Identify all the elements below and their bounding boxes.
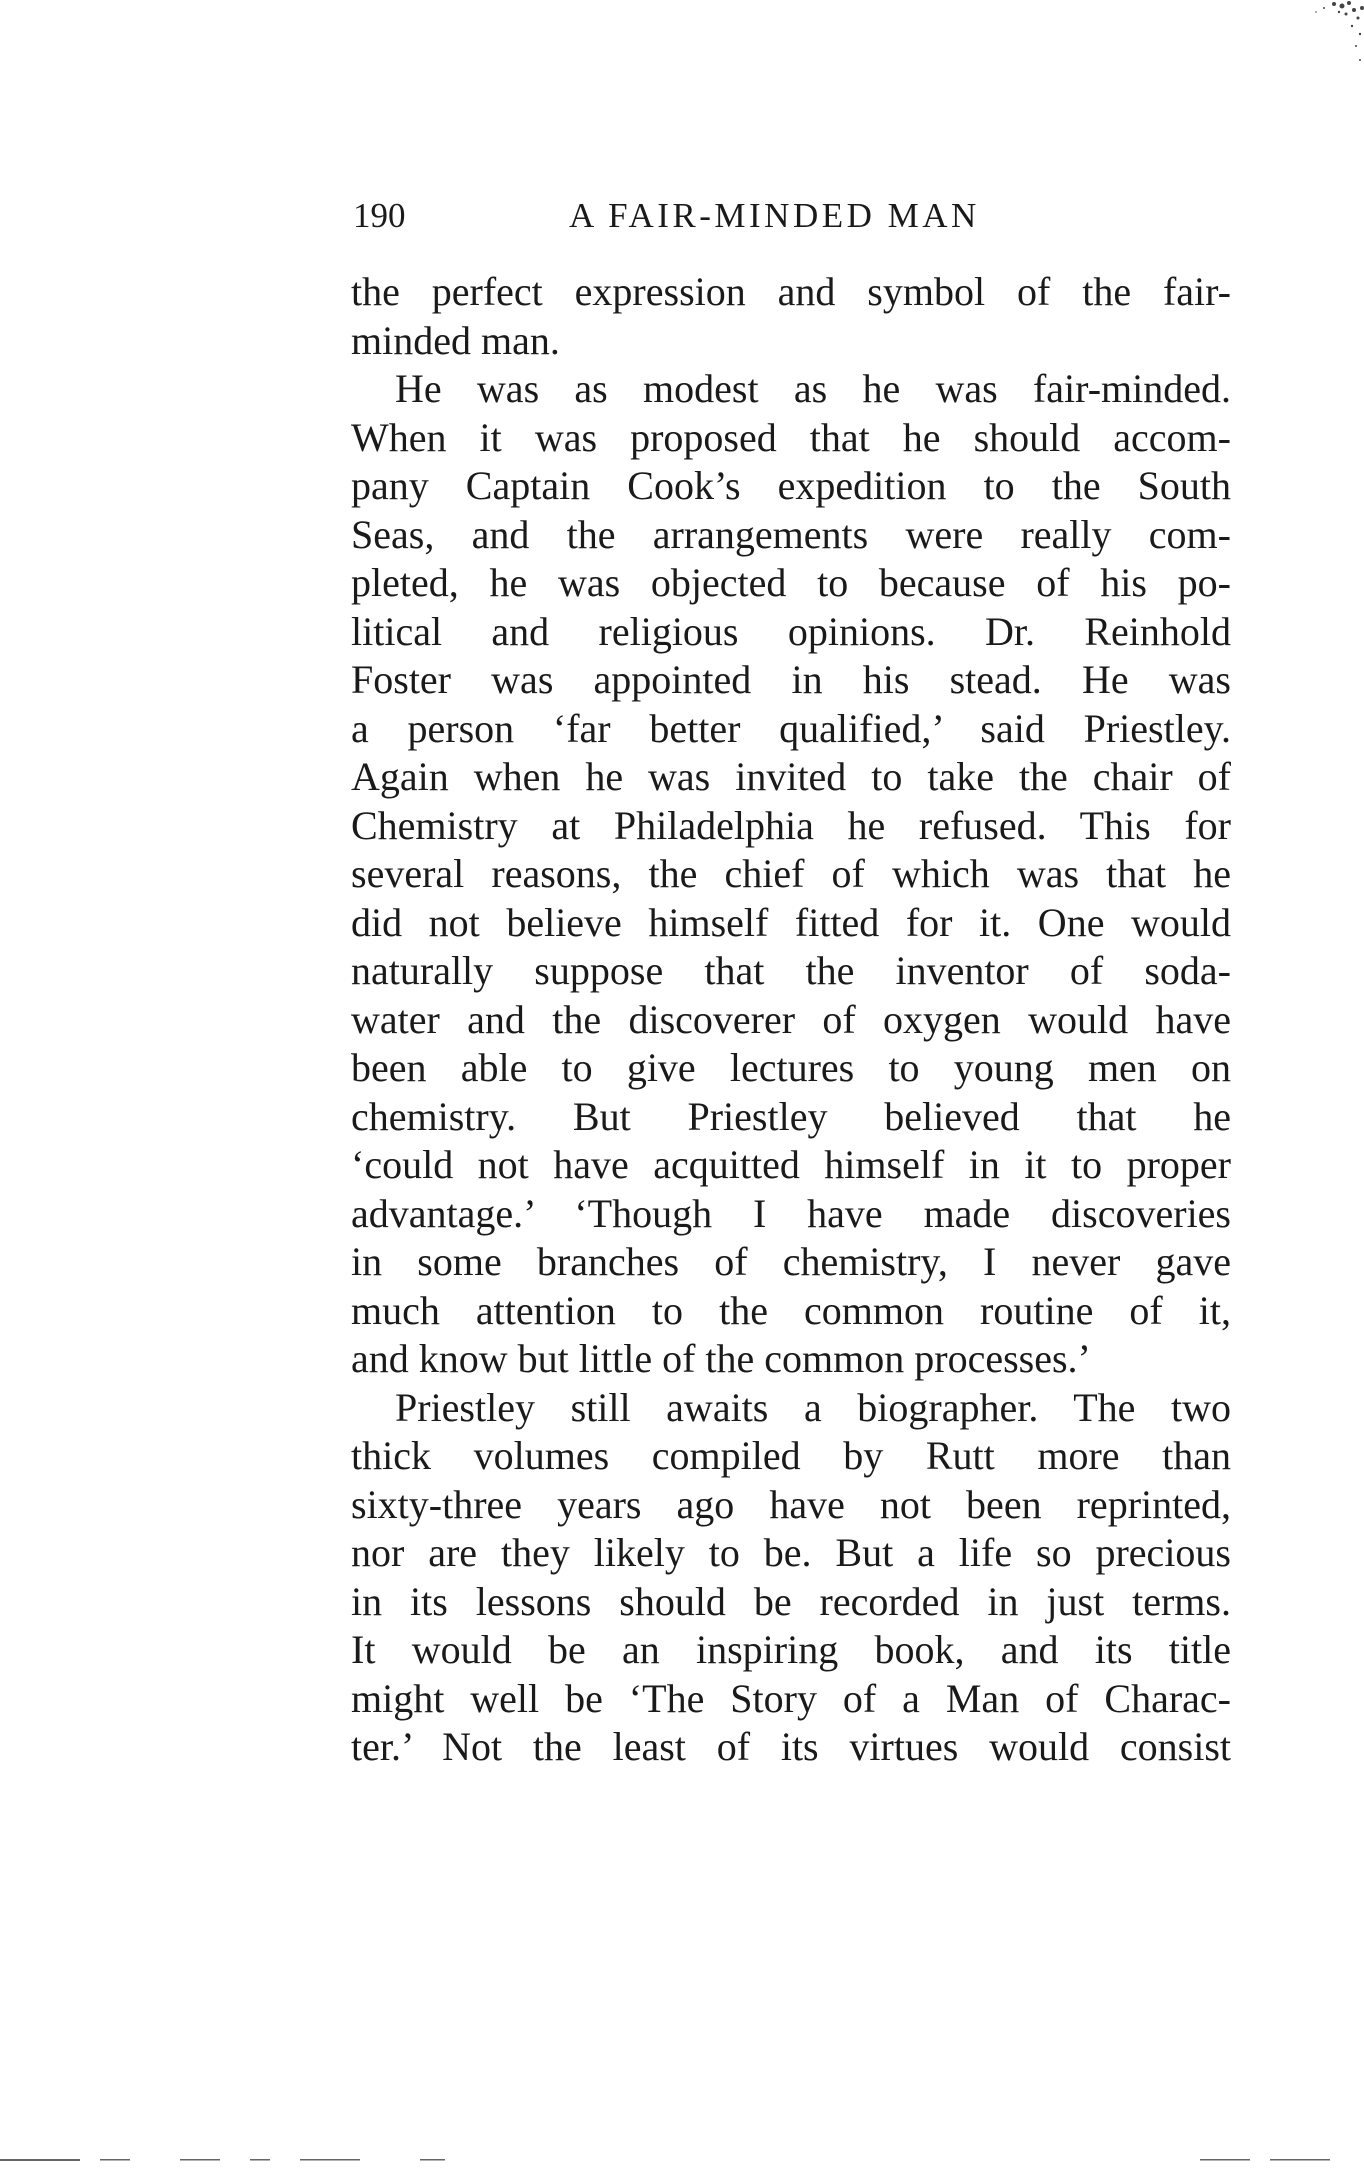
text-line: minded man.	[351, 317, 560, 363]
text-line: and know but little of the common processes.’	[351, 1336, 1091, 1381]
scan-noise-corner	[1294, 0, 1364, 80]
text-line: nor are they likely to be. But a life so precious	[351, 1530, 1231, 1575]
text-line: Again when he was invited to take the chair of	[351, 754, 1231, 799]
text-line: sixty-three years ago have not been reprinted,	[351, 1481, 1231, 1527]
text-line: It would be an inspiring book, and its title	[351, 1627, 1231, 1672]
text-line: pany Captain Cook’s expedition to the South	[351, 463, 1231, 508]
paragraph	[351, 1384, 1231, 1772]
text-line: Seas, and the arrangements were really com-	[351, 511, 1231, 557]
text-line: Foster was appointed in his stead. He was	[351, 657, 1231, 702]
text-line: might well be ‘The Story of a Man of Charac-	[351, 1675, 1231, 1721]
text-line: pleted, he was objected to because of his po-	[351, 560, 1231, 605]
text-line: a person ‘far better qualified,’ said Priestley.	[351, 705, 1231, 751]
text-line: been able to give lectures to young men on	[351, 1045, 1231, 1090]
paragraph	[351, 268, 1231, 365]
text-line: the perfect expression and symbol of the fair-	[351, 269, 1231, 314]
text-line: advantage.’ ‘Though I have made discoveries	[351, 1190, 1231, 1236]
text-line: thick volumes compiled by Rutt more than	[351, 1433, 1231, 1478]
scan-noise-bottom-edge	[0, 2157, 1364, 2163]
text-line: When it was proposed that he should accom-	[351, 414, 1231, 460]
text-line: ‘could not have acquitted himself in it to proper	[351, 1142, 1231, 1187]
body-text	[351, 268, 1231, 1772]
running-title: A FAIR-MINDED MAN	[569, 196, 980, 235]
text-line: chemistry. But Priestley believed that he	[351, 1093, 1231, 1139]
text-line: did not believe himself fitted for it. One would	[351, 899, 1231, 945]
text-line: ter.’ Not the least of its virtues would consist	[351, 1724, 1231, 1769]
text-line: Chemistry at Philadelphia he refused. This for	[351, 802, 1231, 848]
text-line: litical and religious opinions. Dr. Reinhold	[351, 608, 1231, 654]
text-line: He was as modest as he was fair-minded.	[395, 366, 1231, 411]
text-line: in some branches of chemistry, I never gave	[351, 1239, 1231, 1284]
page-number: 190	[353, 196, 406, 235]
running-head	[353, 196, 1233, 246]
text-line: several reasons, the chief of which was that he	[351, 851, 1231, 896]
text-line: Priestley still awaits a biographer. The two	[395, 1384, 1231, 1430]
text-line: in its lessons should be recorded in just terms.	[351, 1578, 1231, 1624]
text-line: water and the discoverer of oxygen would have	[351, 996, 1231, 1042]
text-line: naturally suppose that the inventor of soda-	[351, 948, 1231, 993]
text-line: much attention to the common routine of it,	[351, 1287, 1231, 1333]
paragraph	[351, 365, 1231, 1384]
